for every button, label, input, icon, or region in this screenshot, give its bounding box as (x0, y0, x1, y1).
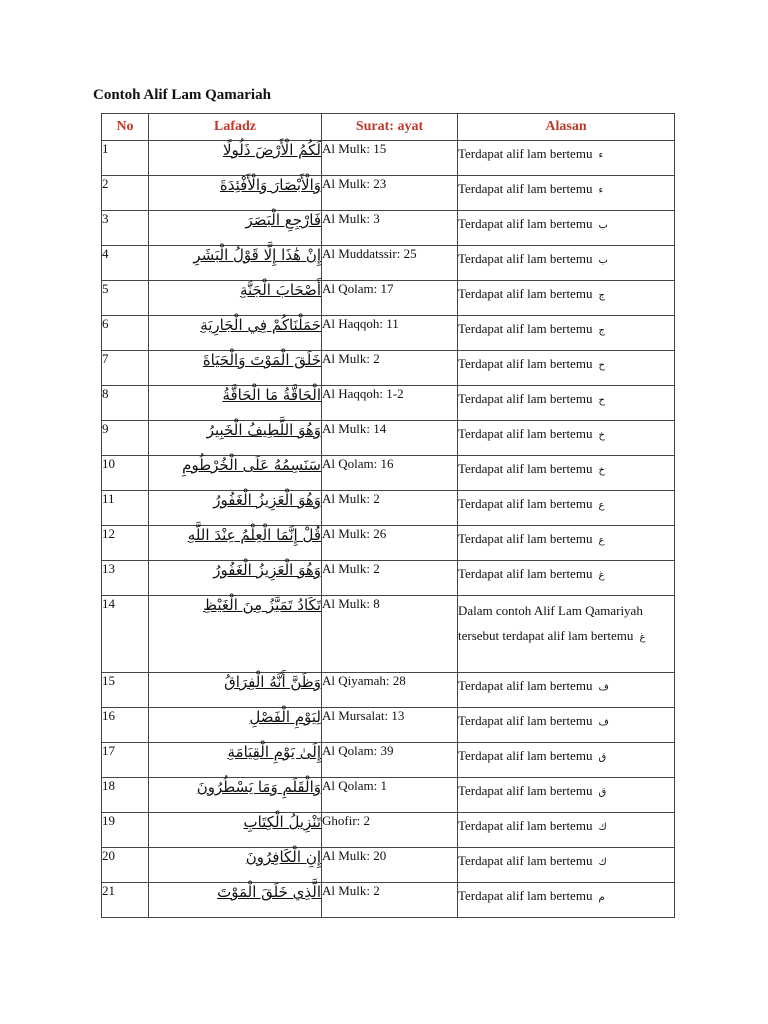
row-no: 8 (102, 386, 149, 421)
alasan-letter: ك (598, 822, 607, 833)
row-alasan (458, 596, 675, 673)
lafadz-text: الَّذِي خَلَقَ الْمَوْتَ (217, 883, 321, 901)
row-lafadz (149, 281, 322, 316)
alasan-letter: ع (598, 500, 605, 511)
row-alasan (458, 848, 675, 883)
alasan-letter: خ (598, 430, 605, 441)
row-lafadz (149, 316, 322, 351)
alasan-text: Terdapat alif lam bertemu (458, 818, 593, 833)
row-alasan (458, 673, 675, 708)
row-lafadz (149, 491, 322, 526)
row-lafadz (149, 848, 322, 883)
alasan-letter: ب (598, 220, 608, 231)
alasan-text: Terdapat alif lam bertemu (458, 531, 593, 546)
row-lafadz (149, 596, 322, 673)
row-surat: Al Mulk: 23 (322, 176, 458, 211)
lafadz-text: الْحَاقَّةُ مَا الْحَاقَّةُ (222, 386, 321, 404)
alasan-letter: ق (598, 752, 607, 763)
row-alasan (458, 421, 675, 456)
lafadz-text: وَالْقَلَمِ وَمَا يَسْطُرُونَ (196, 778, 321, 796)
row-surat: Al Mulk: 26 (322, 526, 458, 561)
row-alasan (458, 491, 675, 526)
row-surat: Al Qolam: 17 (322, 281, 458, 316)
row-surat: Al Mulk: 3 (322, 211, 458, 246)
row-lafadz (149, 386, 322, 421)
alasan-text: Terdapat alif lam bertemu (458, 748, 593, 763)
row-no: 1 (102, 141, 149, 176)
page-title: Contoh Alif Lam Qamariah (93, 87, 271, 103)
alasan-letter: ء (598, 150, 604, 161)
lafadz-text: لَكُمُ الْأَرْضَ ذَلُولًا (222, 141, 321, 159)
row-lafadz (149, 456, 322, 491)
lafadz-text: تَكَادُ تَمَيَّزُ مِنَ الْغَيْظِ (203, 596, 321, 614)
row-alasan (458, 778, 675, 813)
lafadz-text: وَهُوَ الْعَزِيزُ الْغَفُورُ (213, 491, 321, 509)
row-lafadz (149, 211, 322, 246)
table-row (102, 141, 675, 176)
table-row (102, 848, 675, 883)
table-row (102, 778, 675, 813)
alasan-letter: ح (598, 395, 605, 406)
lafadz-text: فَارْجِعِ الْبَصَرَ (245, 211, 321, 229)
row-no: 2 (102, 176, 149, 211)
row-alasan (458, 141, 675, 176)
lafadz-text: إِلَىٰ يَوْمِ الْقِيَامَةِ (227, 743, 321, 761)
alasan-text: Terdapat alif lam bertemu (458, 181, 593, 196)
table-body (102, 141, 675, 918)
lafadz-text: إِنْ هَٰذَا إِلَّا قَوْلُ الْبَشَرِ (193, 246, 321, 264)
table-row (102, 883, 675, 918)
row-lafadz (149, 743, 322, 778)
alasan-text: Terdapat alif lam bertemu (458, 286, 593, 301)
row-no: 17 (102, 743, 149, 778)
row-lafadz (149, 526, 322, 561)
table-row (102, 246, 675, 281)
alasan-letter: ج (598, 290, 605, 301)
row-lafadz (149, 778, 322, 813)
lafadz-text: وَهُوَ الْعَزِيزُ الْغَفُورُ (213, 561, 321, 579)
alasan-letter: غ (598, 570, 605, 581)
alasan-text: Terdapat alif lam bertemu (458, 566, 593, 581)
row-surat: Al Mulk: 2 (322, 351, 458, 386)
row-surat: Al Qolam: 16 (322, 456, 458, 491)
row-alasan (458, 386, 675, 421)
alasan-letter: ء (598, 185, 604, 196)
row-lafadz (149, 883, 322, 918)
header-lafadz: Lafadz (149, 114, 322, 141)
lafadz-text: لِيَوْمِ الْفَصْلِ (249, 708, 321, 726)
alasan-letter: غ (639, 632, 646, 643)
table-row (102, 176, 675, 211)
alasan-letter: ق (598, 787, 607, 798)
row-lafadz (149, 246, 322, 281)
row-no: 6 (102, 316, 149, 351)
table-row (102, 386, 675, 421)
alasan-letter: ع (598, 535, 605, 546)
row-no: 21 (102, 883, 149, 918)
alasan-letter: ف (598, 717, 609, 728)
row-lafadz (149, 176, 322, 211)
alasan-letter: خ (598, 465, 605, 476)
row-no: 20 (102, 848, 149, 883)
lafadz-text: وَالْأَبْصَارَ وَالْأَفْئِدَةَ (219, 176, 321, 194)
row-lafadz (149, 813, 322, 848)
lafadz-text: وَظَنَّ أَنَّهُ الْفِرَاقُ (224, 673, 321, 691)
table-row (102, 561, 675, 596)
row-surat: Al Mulk: 2 (322, 883, 458, 918)
row-no: 11 (102, 491, 149, 526)
alasan-text: Terdapat alif lam bertemu (458, 888, 593, 903)
row-no: 14 (102, 596, 149, 673)
row-no: 13 (102, 561, 149, 596)
row-surat: Al Mulk: 14 (322, 421, 458, 456)
row-alasan (458, 211, 675, 246)
row-no: 15 (102, 673, 149, 708)
row-surat: Al Qiyamah: 28 (322, 673, 458, 708)
lafadz-text: تَنْزِيلُ الْكِتَابِ (243, 813, 321, 831)
row-surat: Al Mulk: 2 (322, 491, 458, 526)
alasan-text: Terdapat alif lam bertemu (458, 461, 593, 476)
row-alasan (458, 526, 675, 561)
row-surat: Al Haqqoh: 1-2 (322, 386, 458, 421)
alasan-letter: ك (598, 857, 607, 868)
table-header-row (102, 114, 675, 141)
table-row (102, 743, 675, 778)
row-alasan (458, 281, 675, 316)
table-row (102, 456, 675, 491)
header-surat: Surat: ayat (322, 114, 458, 141)
row-no: 16 (102, 708, 149, 743)
table-row (102, 596, 675, 673)
row-no: 5 (102, 281, 149, 316)
alasan-text: Terdapat alif lam bertemu (458, 251, 593, 266)
alasan-letter: ف (598, 682, 609, 693)
row-no: 9 (102, 421, 149, 456)
row-surat: Al Mulk: 15 (322, 141, 458, 176)
row-surat: Al Mursalat: 13 (322, 708, 458, 743)
row-no: 3 (102, 211, 149, 246)
alasan-text: Terdapat alif lam bertemu (458, 783, 593, 798)
table-row (102, 813, 675, 848)
row-alasan (458, 708, 675, 743)
lafadz-text: قُلْ إِنَّمَا الْعِلْمُ عِنْدَ اللَّهِ (187, 526, 321, 544)
lafadz-text: خَلَقَ الْمَوْتَ وَالْحَيَاةَ (202, 351, 321, 369)
lafadz-text: سَنَسِمُهُ عَلَى الْخُرْطُومِ (182, 456, 321, 474)
alasan-text: Terdapat alif lam bertemu (458, 713, 593, 728)
table-row (102, 211, 675, 246)
table-row (102, 421, 675, 456)
row-alasan (458, 246, 675, 281)
table-row (102, 351, 675, 386)
row-lafadz (149, 351, 322, 386)
table-row (102, 316, 675, 351)
alasan-text: Terdapat alif lam bertemu (458, 391, 593, 406)
row-alasan (458, 351, 675, 386)
row-no: 12 (102, 526, 149, 561)
row-surat: Al Muddatssir: 25 (322, 246, 458, 281)
alasan-letter: ج (598, 325, 605, 336)
row-surat: Al Qolam: 39 (322, 743, 458, 778)
row-no: 10 (102, 456, 149, 491)
table-row (102, 281, 675, 316)
row-surat: Ghofir: 2 (322, 813, 458, 848)
row-alasan (458, 456, 675, 491)
row-no: 4 (102, 246, 149, 281)
table-row (102, 491, 675, 526)
qamariah-table (101, 113, 675, 918)
header-alasan: Alasan (458, 114, 675, 141)
row-surat: Al Mulk: 20 (322, 848, 458, 883)
alasan-text: Terdapat alif lam bertemu (458, 496, 593, 511)
alasan-text: Terdapat alif lam bertemu (458, 216, 593, 231)
alasan-text: Terdapat alif lam bertemu (458, 853, 593, 868)
table-row (102, 526, 675, 561)
alasan-text: Terdapat alif lam bertemu (458, 321, 593, 336)
header-no: No (102, 114, 149, 141)
row-alasan (458, 813, 675, 848)
alasan-text: Terdapat alif lam bertemu (458, 426, 593, 441)
alasan-text: Terdapat alif lam bertemu (458, 678, 593, 693)
alasan-letter: ح (598, 360, 605, 371)
row-alasan (458, 743, 675, 778)
row-alasan (458, 883, 675, 918)
row-alasan (458, 561, 675, 596)
alasan-letter: ب (598, 255, 608, 266)
lafadz-text: حَمَلْنَاكُمْ فِي الْجَارِيَةِ (200, 316, 321, 334)
row-surat: Al Qolam: 1 (322, 778, 458, 813)
alasan-letter: م (598, 892, 605, 903)
row-no: 7 (102, 351, 149, 386)
row-no: 19 (102, 813, 149, 848)
alasan-text: Terdapat alif lam bertemu (458, 356, 593, 371)
row-no: 18 (102, 778, 149, 813)
row-surat: Al Mulk: 2 (322, 561, 458, 596)
row-lafadz (149, 561, 322, 596)
row-lafadz (149, 673, 322, 708)
table-row (102, 673, 675, 708)
row-alasan (458, 176, 675, 211)
row-lafadz (149, 421, 322, 456)
lafadz-text: أَصْحَابَ الْجَنَّةِ (239, 281, 321, 299)
row-surat: Al Haqqoh: 11 (322, 316, 458, 351)
row-alasan (458, 316, 675, 351)
alasan-text: Terdapat alif lam bertemu (458, 146, 593, 161)
row-lafadz (149, 141, 322, 176)
table-row (102, 708, 675, 743)
alasan-text: Dalam contoh Alif Lam Qamariyah tersebut terdapat alif lam bertemu (458, 603, 643, 643)
row-lafadz (149, 708, 322, 743)
row-surat: Al Mulk: 8 (322, 596, 458, 673)
lafadz-text: إِنِ الْكَافِرُونَ (245, 848, 321, 866)
lafadz-text: وَهُوَ اللَّطِيفُ الْخَبِيرُ (206, 421, 321, 439)
